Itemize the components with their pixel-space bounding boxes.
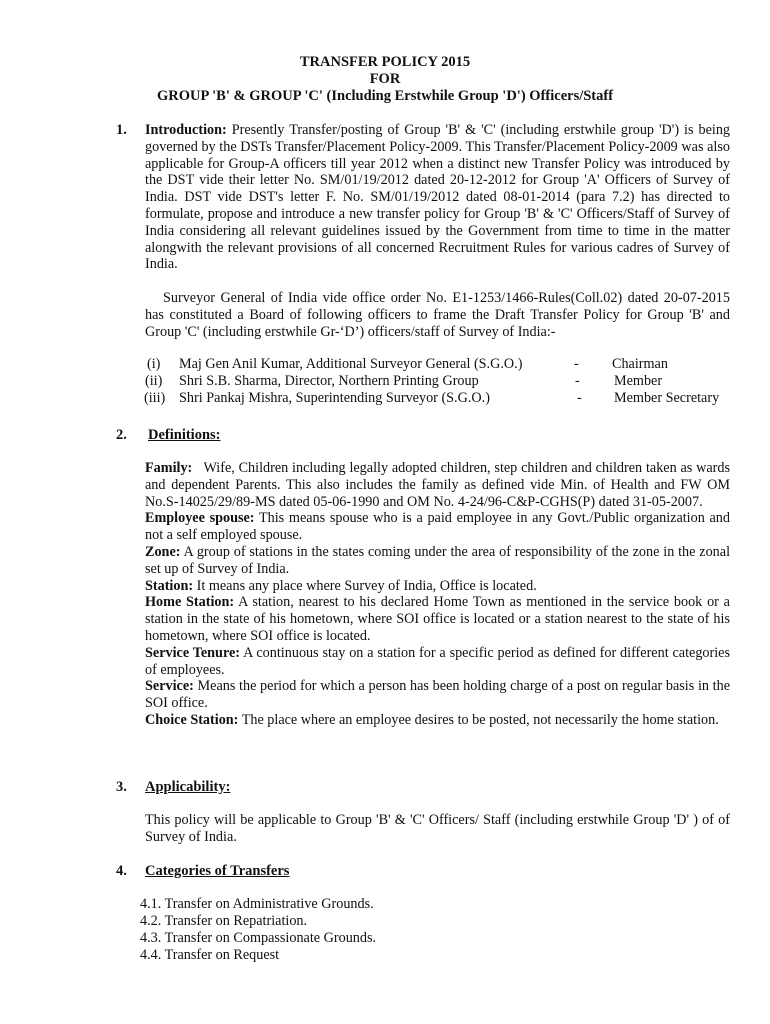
section-3-number: 3. [116,779,127,795]
section-2-number: 2. [116,427,127,443]
definition-item [145,678,730,712]
applicability-paragraph: This policy will be applicable to Group 'B' & 'C' Officers/ Staff (including erstwhile Group 'D' ) of of Survey of India. [145,812,730,845]
definitions-list [145,460,730,729]
section-3-heading: Applicability: [145,779,231,795]
definition-term: Station: [145,577,194,594]
definition-item [145,510,730,544]
board-paragraph: Surveyor General of India vide office order No. E1-1253/1466-Rules(Coll.02) dated 20-07-2015 has constituted a Board of following officers to frame the Draft Transfer Policy for Group 'B' and Group 'C' (including erstwhile Gr-‘D’) officers/staff of Survey of India:- [145,290,730,340]
definition-item [145,594,730,644]
member-role: Member [614,373,663,389]
document-title-for: FOR [369,71,401,87]
member-num: (i) [147,356,161,372]
member-name: Maj Gen Anil Kumar, Additional Surveyor General (S.G.O.) [179,356,523,372]
member-dash: - [577,390,582,406]
definition-item [145,578,730,595]
member-role: Member Secretary [614,390,720,406]
member-name: Shri Pankaj Mishra, Superintending Surveyor (S.G.O.) [179,390,490,406]
document-subtitle: GROUP 'B' & GROUP 'C' (Including Erstwhile Group 'D') Officers/Staff [156,88,614,104]
category-item: 4.1. Transfer on Administrative Grounds. [140,896,374,912]
definition-text: Wife, Children including legally adopted children, step children and children taken as wards and dependent Parents. This also includes the family as defined vide Min. of Health and FW OM No.S-14025/29/89-MS dated 05-06-1990 and OM No. 4-24/96-C&P-CGHS(P) dated 31-05-2007. [145,460,730,510]
member-num: (ii) [145,373,163,389]
definition-term: Service Tenure: [145,644,241,661]
document-title: TRANSFER POLICY 2015 [299,54,471,70]
definition-text: The place where an employee desires to be posted, not necessarily the home station. [241,711,719,728]
category-item: 4.2. Transfer on Repatriation. [140,913,308,929]
member-name: Shri S.B. Sharma, Director, Northern Printing Group [179,373,479,389]
member-dash: - [574,356,579,372]
section-1-number: 1. [116,122,127,138]
category-item: 4.3. Transfer on Compassionate Grounds. [140,930,377,946]
member-num: (iii) [144,390,166,406]
definition-text: A station, nearest to his declared Home Town as mentioned in the service book or a station in the state of his hometown, where SOI office is located or a station nearest to the state of his hometown, where SOI office is located. [145,594,730,644]
definition-term: Family: [145,460,193,476]
definition-term: Zone: [145,543,181,560]
section-1-heading: Introduction: [145,122,227,138]
definition-term: Choice Station: [145,711,239,728]
definition-term: Service: [145,678,194,695]
definition-item [145,712,730,729]
section-4-number: 4. [116,863,127,879]
definition-item [145,544,730,578]
definition-term: Home Station: [145,594,235,611]
definition-item [145,460,730,510]
member-role: Chairman [612,356,668,372]
category-item: 4.4. Transfer on Request [140,947,280,963]
member-dash: - [575,373,580,389]
definition-item [145,645,730,679]
definition-text: A group of stations in the states coming under the area of responsibility of the zone in the zonal set up of Survey of India. [145,543,731,577]
definition-term: Employee spouse: [145,510,255,527]
section-4-heading: Categories of Transfers [145,863,290,879]
definition-text: It means any place where Survey of India, Office is located. [196,577,537,594]
intro-text: Presently Transfer/posting of Group 'B' & 'C' (including erstwhile group 'D') is being governed by the DSTs Transfer/Placement Policy-2009. This Transfer/Placement Policy-2009 was also applicable for Group-A officers till year 2012 when a distinct new Transfer Policy was introduced by the DST vide their letter No. SM/01/19/2012 dated 20-12-2012 for Group 'A' Officers of Survey of India. DST vide DST's letter F. No. SM/01/19/2012 dated 08-01-2014 (para 7.2) has directed to formulate, propose and introduce a new transfer policy for Group 'B' & 'C' Officers/Staff of Survey of India considering all relevant guidelines issued by the Government from time to time in the matter alongwith the relevant provisions of all concerned Recruitment Rules for various cadres of Survey of India. [145,122,731,273]
section-2-heading: Definitions: [148,427,221,443]
definition-text: Means the period for which a person has been holding charge of a post on regular basis in the SOI office. [145,678,731,712]
definition-text: A continuous stay on a station for a specific period as defined for different categories of employees. [145,644,730,678]
definition-text: This means spouse who is a paid employee in any Govt./Public organization and not a self employed spouse. [145,510,730,544]
intro-paragraph [145,122,730,273]
